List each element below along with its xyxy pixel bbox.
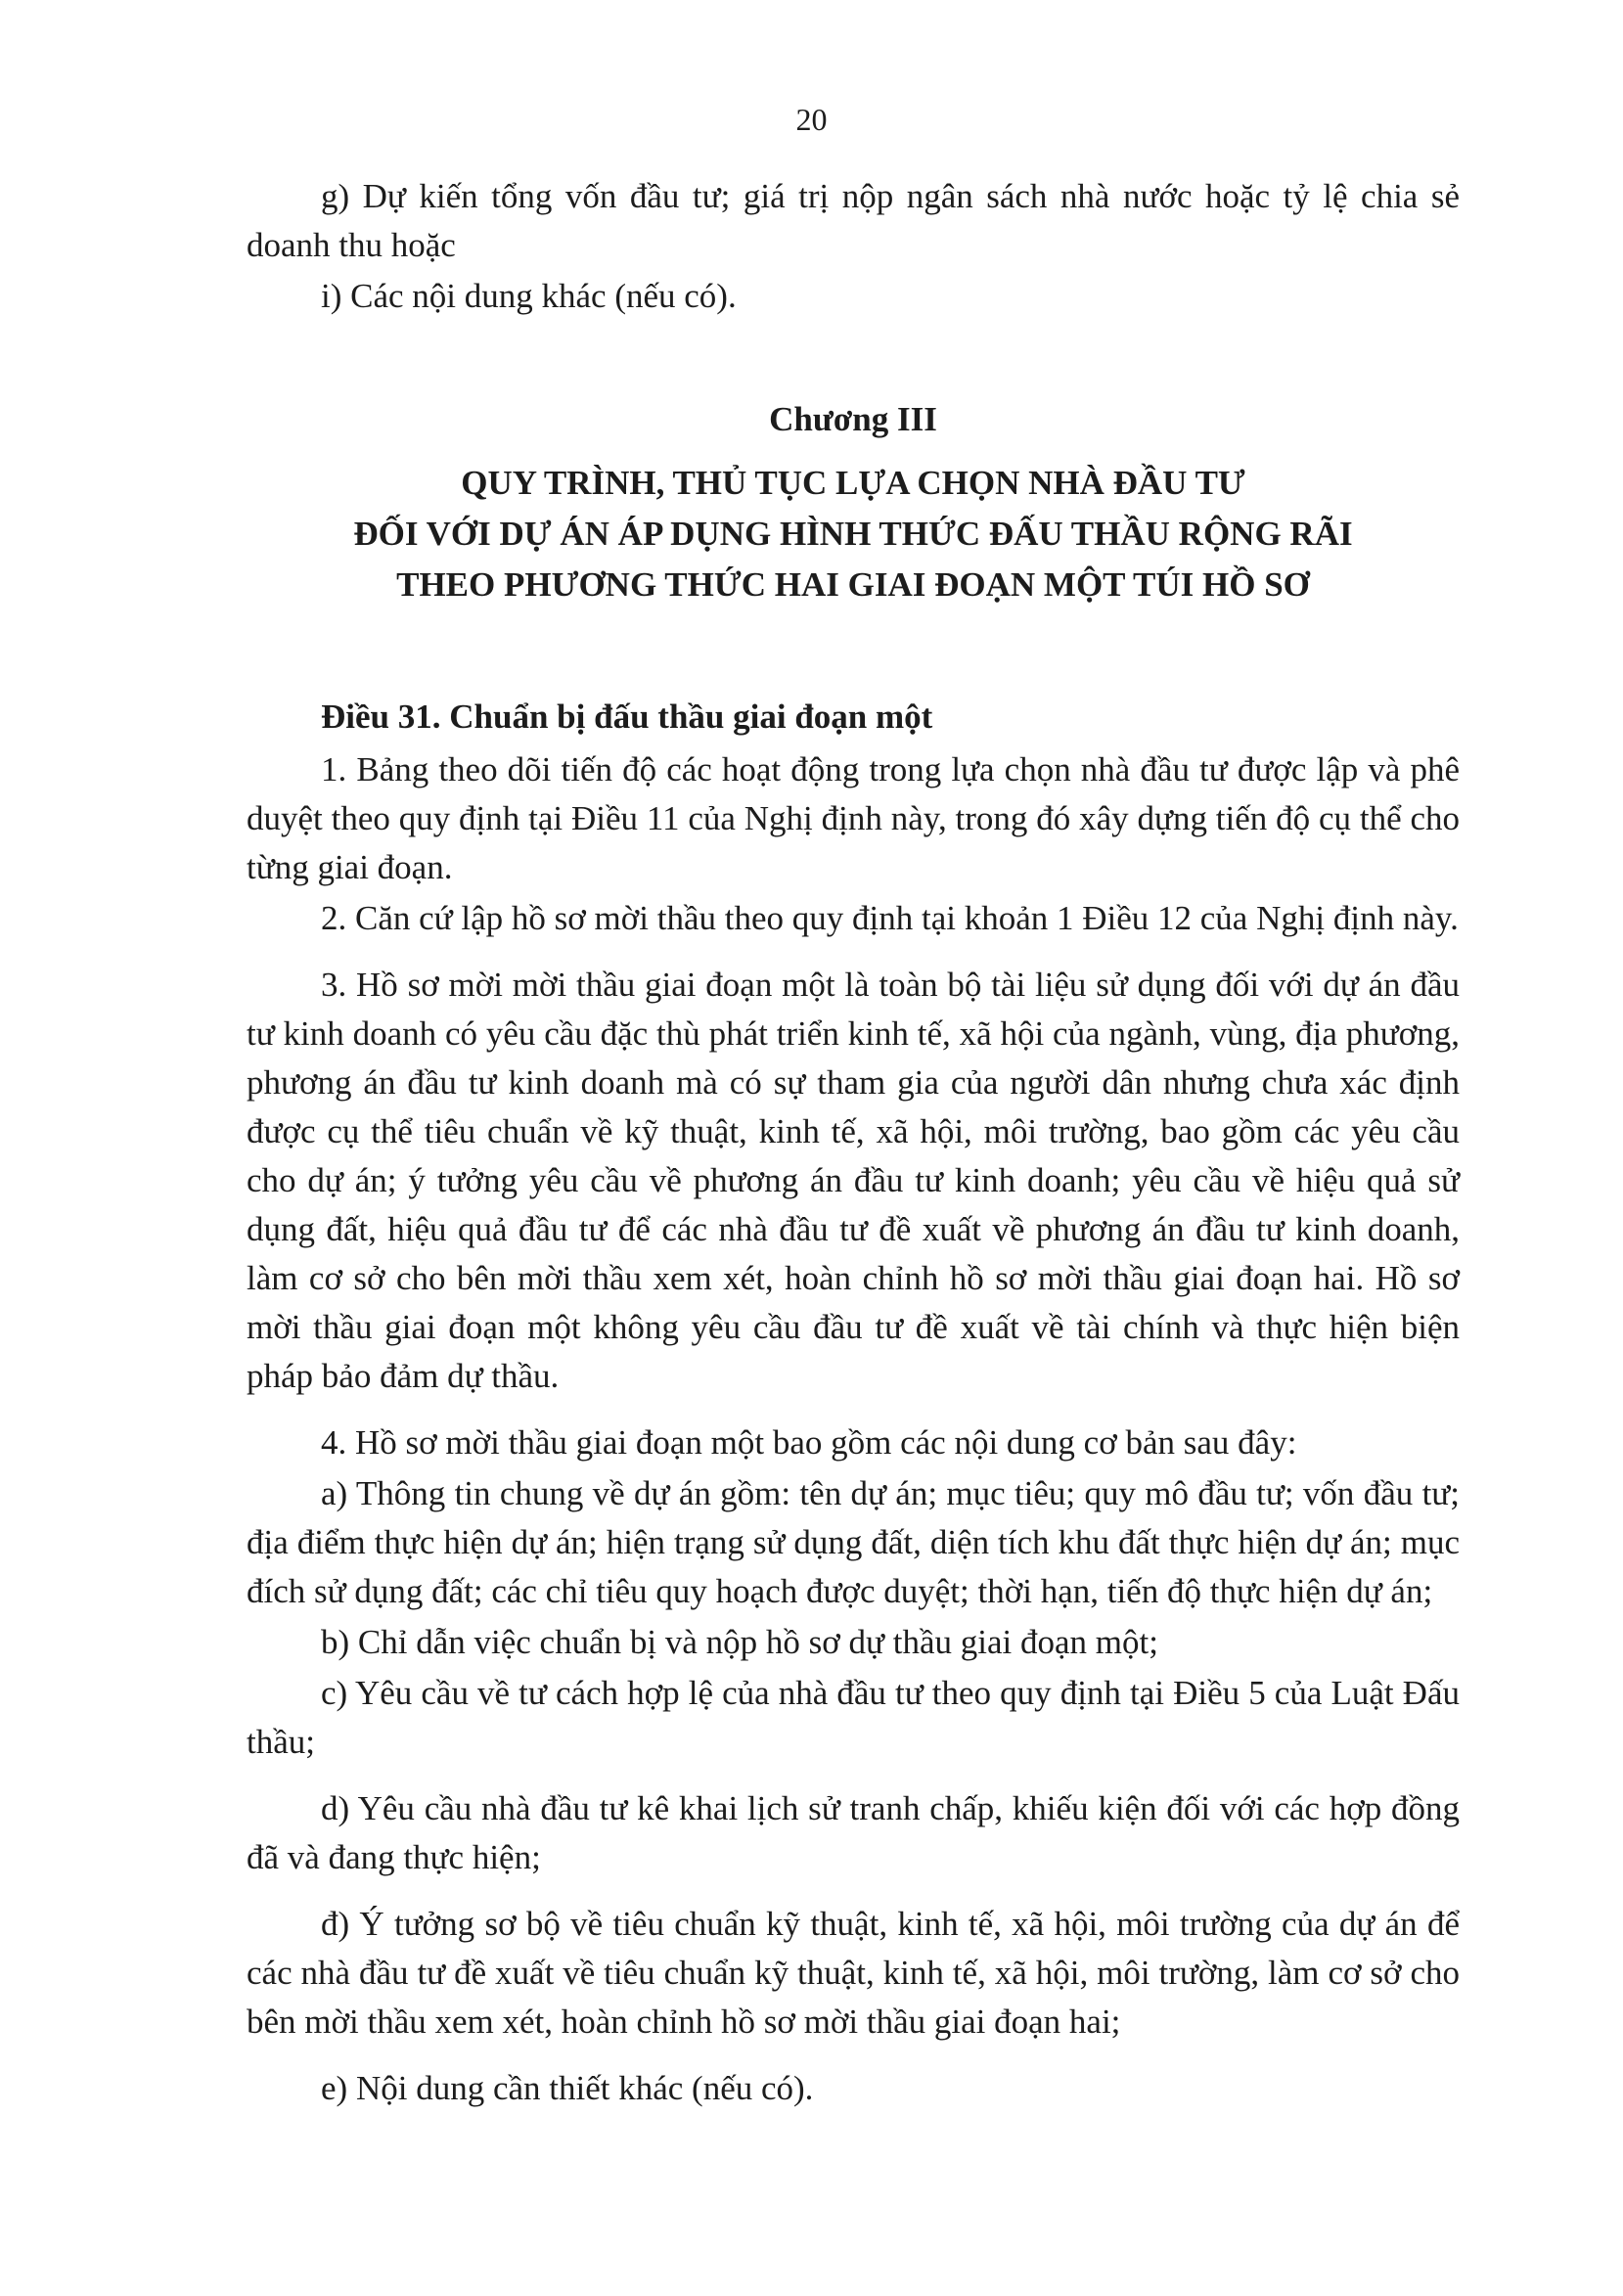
article-item-dd: đ) Ý tưởng sơ bộ về tiêu chuẩn kỹ thuật, kinh tế, xã hội, môi trường của dự án để các nhà đầu tư đề xuất về tiêu chuẩn kỹ thuật, kinh tế, xã hội, môi trường, làm cơ sở cho bên mời thầu xem xét, hoàn chỉnh hồ sơ mời thầu giai đoạn hai; (247, 1905, 1460, 2041)
article-paragraph-2: 2. Căn cứ lập hồ sơ mời thầu theo quy định tại khoản 1 Điều 12 của Nghị định này. (321, 899, 1459, 937)
chapter-header (247, 395, 1460, 610)
article-item-b: b) Chỉ dẫn việc chuẩn bị và nộp hồ sơ dự thầu giai đoạn một; (321, 1623, 1158, 1661)
paragraph-g: g) Dự kiến tổng vốn đầu tư; giá trị nộp ngân sách nhà nước hoặc tỷ lệ chia sẻ doanh thu hoặc (247, 177, 1460, 264)
document-body (247, 172, 1460, 2131)
page-number: 20 (795, 102, 828, 137)
chapter-title-line-1: QUY TRÌNH, THỦ TỤC LỰA CHỌN NHÀ ĐẦU TƯ (461, 464, 1245, 502)
article-heading: Điều 31. Chuẩn bị đấu thầu giai đoạn một (321, 698, 933, 736)
chapter-title-line-2: ĐỐI VỚI DỰ ÁN ÁP DỤNG HÌNH THỨC ĐẤU THẦU RỘNG RÃI (353, 515, 1353, 553)
paragraph-i: i) Các nội dung khác (nếu có). (321, 277, 737, 315)
article-item-a: a) Thông tin chung về dự án gồm: tên dự án; mục tiêu; quy mô đầu tư; vốn đầu tư; địa điểm thực hiện dự án; hiện trạng sử dụng đất, diện tích khu đất thực hiện dự án; mục đích sử dụng đất; các chỉ tiêu quy hoạch được duyệt; thời hạn, tiến độ thực hiện dự án; (247, 1474, 1460, 1610)
chapter-label: Chương III (769, 400, 937, 438)
article-paragraph-4: 4. Hồ sơ mời thầu giai đoạn một bao gồm các nội dung cơ bản sau đây: (321, 1423, 1297, 1462)
article-paragraph-3: 3. Hồ sơ mời mời thầu giai đoạn một là toàn bộ tài liệu sử dụng đối với dự án đầu tư kinh doanh có yêu cầu đặc thù phát triển kinh tế, xã hội của ngành, vùng, địa phương, phương án đầu tư kinh doanh mà có sự tham gia của người dân nhưng chưa xác định được cụ thể tiêu chuẩn về kỹ thuật, kinh tế, xã hội, môi trường, bao gồm các yêu cầu cho dự án; ý tưởng yêu cầu về phương án đầu tư kinh doanh; yêu cầu về hiệu quả sử dụng đất, hiệu quả đầu tư để các nhà đầu tư đề xuất về phương án đầu tư kinh doanh, làm cơ sở cho bên mời thầu xem xét, hoàn chỉnh hồ sơ mời thầu giai đoạn hai. Hồ sơ mời thầu giai đoạn một không yêu cầu đầu tư đề xuất về tài chính và thực hiện biện pháp bảo đảm dự thầu. (247, 966, 1460, 1395)
article-item-d: d) Yêu cầu nhà đầu tư kê khai lịch sử tranh chấp, khiếu kiện đối với các hợp đồng đã và đang thực hiện; (247, 1789, 1460, 1876)
article-item-c: c) Yêu cầu về tư cách hợp lệ của nhà đầu tư theo quy định tại Điều 5 của Luật Đấu thầu; (247, 1674, 1460, 1761)
article-paragraph-1: 1. Bảng theo dõi tiến độ các hoạt động trong lựa chọn nhà đầu tư được lập và phê duyệt theo quy định tại Điều 11 của Nghị định này, trong đó xây dựng tiến độ cụ thể cho từng giai đoạn. (247, 750, 1460, 886)
article-item-e: e) Nội dung cần thiết khác (nếu có). (321, 2069, 814, 2107)
chapter-title-line-3: THEO PHƯƠNG THỨC HAI GIAI ĐOẠN MỘT TÚI HỒ SƠ (396, 565, 1310, 604)
